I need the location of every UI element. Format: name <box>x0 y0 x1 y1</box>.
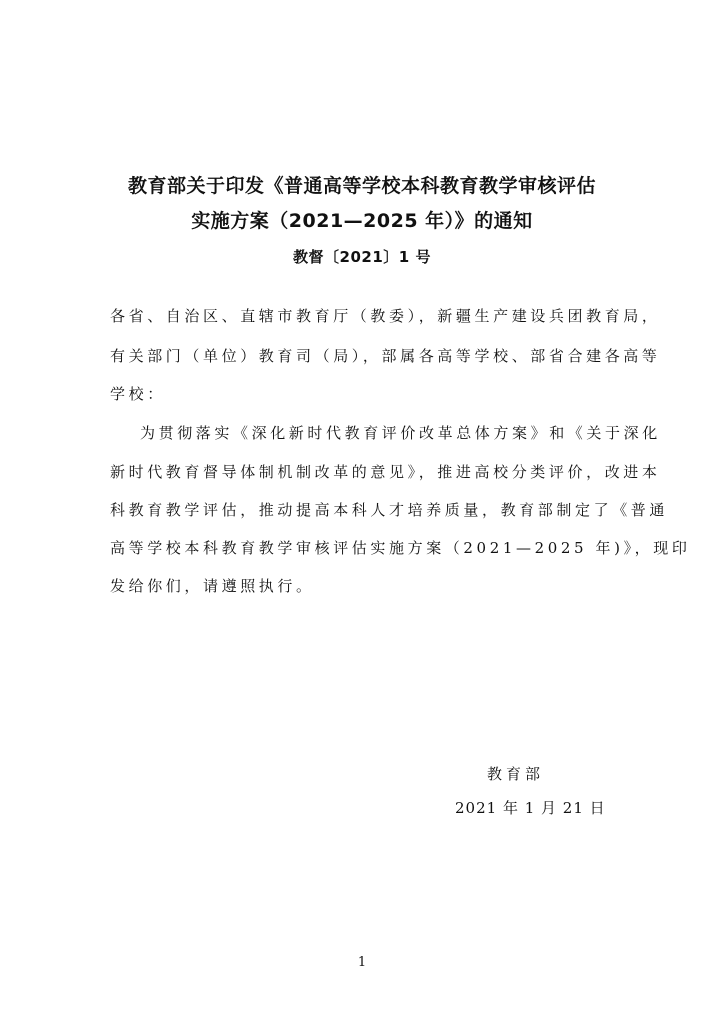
body-paragraph-line-3: 科教育教学评估，推动提高本科人才培养质量，教育部制定了《普通 <box>110 501 669 519</box>
body-paragraph-line-1: 为贯彻落实《深化新时代教育评价改革总体方案》和《关于深化 <box>140 424 661 442</box>
document-title-line-2: 实施方案（2021—2025 年）》的通知 <box>191 210 533 232</box>
body-paragraph-line-2: 新时代教育督导体制机制改革的意见》，推进高校分类评价，改进本 <box>110 463 661 481</box>
signature-date: 2021 年 1 月 21 日 <box>455 799 606 817</box>
document-number: 教督〔2021〕1 号 <box>293 248 431 266</box>
page-number: 1 <box>357 955 367 970</box>
body-paragraph-line-5: 发给你们，请遵照执行。 <box>110 577 315 595</box>
signature-organization: 教育部 <box>487 765 545 783</box>
document-title-line-1: 教育部关于印发《普通高等学校本科教育教学审核评估 <box>127 175 596 197</box>
body-paragraph-line-4: 高等学校本科教育教学审核评估实施方案（2021—2025 年)》，现印 <box>110 539 691 557</box>
addressee-line-2: 有关部门（单位）教育司（局），部属各高等学校、部省合建各高等 <box>110 347 661 365</box>
addressee-line-1: 各省、自治区、直辖市教育厅（教委），新疆生产建设兵团教育局， <box>110 307 661 325</box>
addressee-line-3: 学校： <box>110 385 166 403</box>
